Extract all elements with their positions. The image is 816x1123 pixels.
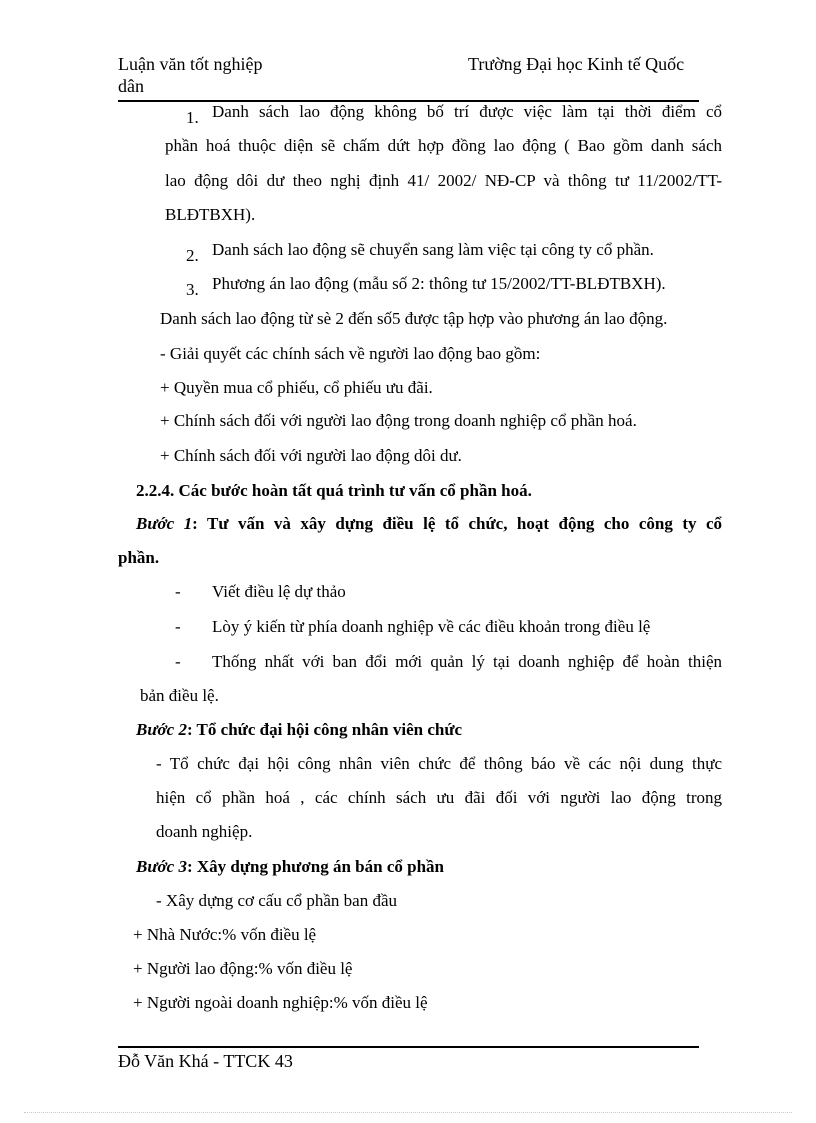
step-2-line-1: - Tổ chức đại hội công nhân viên chức để thông báo về các nội dung thực (156, 754, 722, 773)
item-3-number: 3. (186, 280, 199, 299)
step-2-line-3: doanh nghiệp. (156, 822, 253, 841)
policy-item-2: + Chính sách đối với người lao động trong doanh nghiệp cổ phần hoá. (160, 411, 637, 430)
header-wrap: dân (118, 76, 144, 96)
step-3-heading (136, 857, 444, 877)
policy-item-1: + Quyền mua cổ phiếu, cổ phiếu ưu đãi. (160, 378, 433, 397)
section-heading: 2.2.4. Các bước hoàn tất quá trình tư vấn cổ phần hoá. (136, 481, 532, 500)
page-edge-divider (24, 1112, 792, 1113)
step-3-label: Bước 3 (136, 857, 187, 876)
item-1-line-3: lao động dôi dư theo nghị định 41/ 2002/ NĐ-CP và thông tư 11/2002/TT- (165, 171, 722, 190)
step-2-label: Bước 2 (136, 720, 187, 739)
step-1-bullet-3: Thống nhất với ban đổi mới quản lý tại doanh nghiệp để hoàn thiện (212, 652, 722, 671)
policy-intro: - Giải quyết các chính sách về người lao động bao gồm: (160, 344, 541, 363)
footer-author: Đỗ Văn Khá - TTCK 43 (118, 1051, 293, 1071)
step-3-title: : Xây dựng phương án bán cổ phần (186, 857, 445, 876)
step-3-intro: - Xây dựng cơ cấu cổ phần ban đầu (156, 891, 398, 910)
step-1-bullet-2: Lòy ý kiến từ phía doanh nghiệp về các điều khoản trong điều lệ (212, 617, 651, 636)
step-1-heading (136, 514, 722, 534)
list-summary: Danh sách lao động từ sè 2 đến số5 được tập hợp vào phương án lao động. (160, 309, 668, 328)
policy-item-3: + Chính sách đối với người lao động dôi dư. (160, 446, 462, 465)
item-2-number: 2. (186, 246, 199, 265)
step-1-bullet-1-dash: - (175, 582, 181, 601)
step-1-bullet-3-dash: - (175, 652, 181, 671)
header-right: Trường Đại học Kinh tế Quốc (468, 54, 685, 74)
item-3-text: Phương án lao động (mẫu số 2: thông tư 15/2002/TT-BLĐTBXH). (212, 274, 666, 293)
item-1-line-1: Danh sách lao động không bố trí được việc làm tại thời điểm cổ (212, 102, 722, 121)
footer-rule (118, 1046, 699, 1048)
item-1-line-4: BLĐTBXH). (165, 205, 256, 224)
step-2-line-2: hiện cổ phần hoá , các chính sách ưu đãi đối với người lao động trong (156, 788, 722, 807)
step-3-item-2: + Người lao động:% vốn điều lệ (133, 959, 353, 978)
step-2-title: : Tổ chức đại hội công nhân viên chức (186, 720, 463, 739)
item-1-number: 1. (186, 108, 199, 127)
step-1-label: Bước 1 (136, 514, 193, 533)
step-1-bullet-1: Viết điều lệ dự thảo (212, 582, 346, 601)
step-1-title-cont: phần. (118, 548, 160, 567)
item-1-line-2: phần hoá thuộc diện sẽ chấm dứt hợp đồng lao động ( Bao gồm danh sách (165, 136, 722, 155)
step-3-item-3: + Người ngoài doanh nghiệp:% vốn điều lệ (133, 993, 428, 1012)
header-left: Luận văn tốt nghiệp (118, 54, 263, 74)
step-3-item-1: + Nhà Nước:% vốn điều lệ (133, 925, 317, 944)
step-1-title: : Tư vấn và xây dựng điều lệ tổ chức, hoạt động cho công ty cổ (192, 514, 722, 533)
item-2-text: Danh sách lao động sẽ chuyển sang làm việc tại công ty cổ phần. (212, 240, 654, 259)
step-1-bullet-3-cont: bản điều lệ. (140, 686, 219, 705)
step-1-bullet-2-dash: - (175, 617, 181, 636)
step-2-heading (136, 720, 462, 740)
